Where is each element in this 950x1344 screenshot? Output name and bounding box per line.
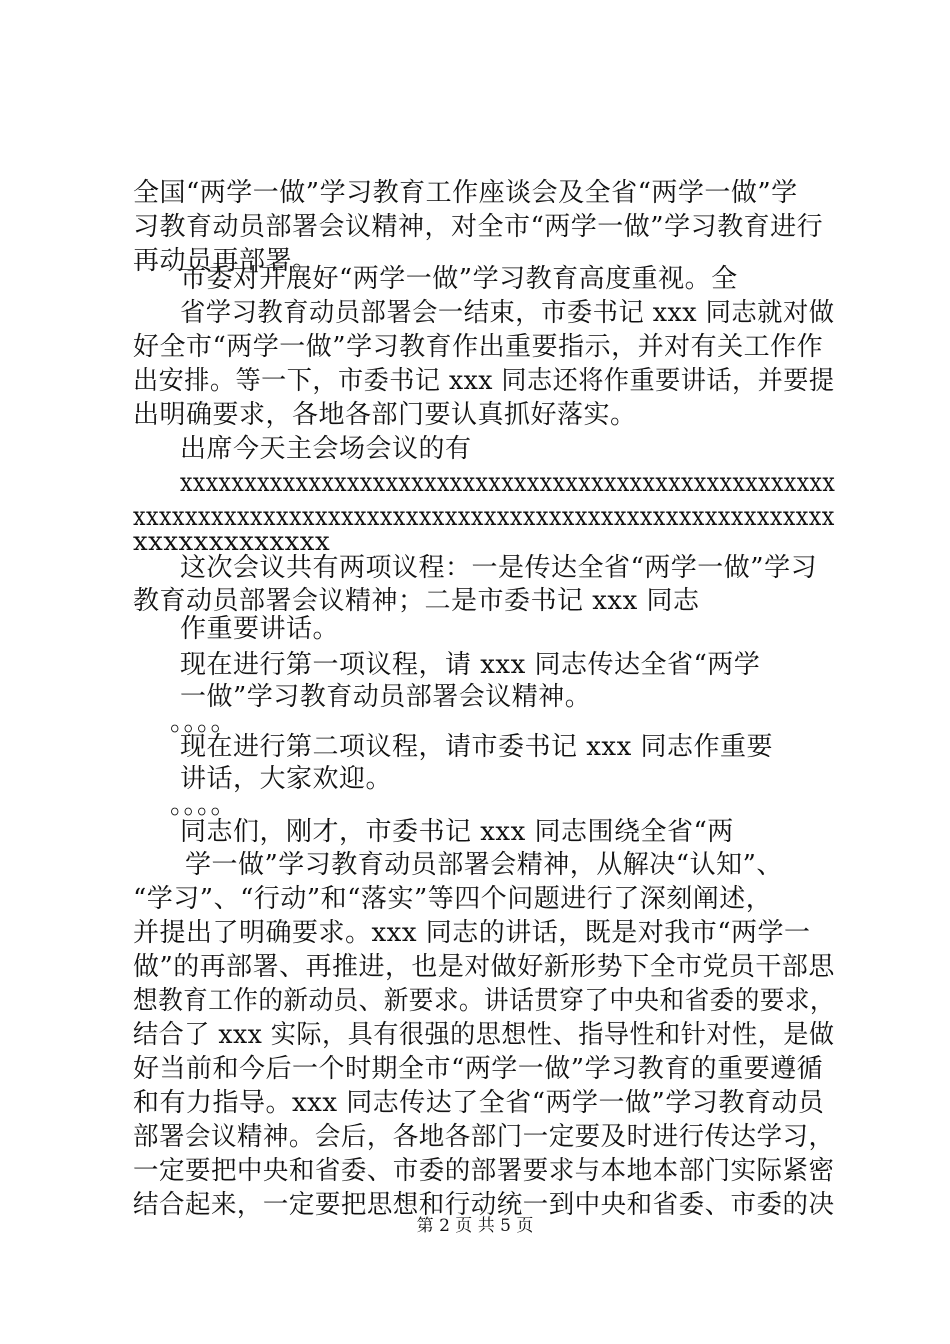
text-line: 全国“两学一做”学习教育工作座谈会及全省“两学一做”学 xyxy=(133,178,798,208)
text-line: 好当前和今后一个时期全市“两学一做”学习教育的重要遵循 xyxy=(133,1054,824,1084)
text-line: 和有力指导。xxx 同志传达了全省“两学一做”学习教育动员 xyxy=(133,1088,825,1118)
text-line: 并提出了明确要求。xxx 同志的讲话，既是对我市“两学一 xyxy=(133,918,811,948)
text-line: 同志们，刚才，市委书记 xxx 同志围绕全省“两 xyxy=(180,817,734,847)
text-line: 习教育动员部署会议精神，对全市“两学一做”学习教育进行 xyxy=(133,212,824,242)
text-line: “学习”、“行动”和“落实”等四个问题进行了深刻阐述， xyxy=(133,884,773,914)
text-line: 出明确要求，各地各部门要认真抓好落实。 xyxy=(133,400,637,430)
text-line: 省学习教育动员部署会一结束，市委书记 xxx 同志就对做 xyxy=(180,298,835,328)
text-line: 教育动员部署会议精神；二是市委书记 xxx 同志 xyxy=(133,586,700,616)
text-line: 出席今天主会场会议的有 xyxy=(180,434,472,464)
text-line: 这次会议共有两项议程：一是传达全省“两学一做”学习 xyxy=(180,553,818,583)
text-line: 出安排。等一下，市委书记 xxx 同志还将作重要讲话，并要提 xyxy=(133,366,835,396)
placeholder-line: xxxxxxxxxxxxxxxxxxxxxxxxxxxxxxxxxxxxxxxxxxxxxxxxxxx xyxy=(180,468,836,498)
text-line: 现在进行第一项议程，请 xxx 同志传达全省“两学 xyxy=(180,650,761,680)
ellipsis-line: 。。。。 xyxy=(170,790,238,820)
text-line: 再动员再部署。 xyxy=(133,246,319,276)
placeholder-line: xxxxxxxxxxxxx xyxy=(133,527,331,557)
ellipsis-line: 。。。。 xyxy=(170,707,238,737)
text-line: 作重要讲话。 xyxy=(180,614,340,644)
text-line: 一定要把中央和省委、市委的部署要求与本地本部门实际紧密 xyxy=(133,1156,835,1186)
text-line: 市委对开展好“两学一做”学习教育高度重视。全 xyxy=(180,264,738,294)
text-line: 现在进行第二项议程，请市委书记 xxx 同志作重要 xyxy=(180,732,774,762)
text-line: 做”的再部署、再推进，也是对做好新形势下全市党员干部思 xyxy=(133,952,835,982)
text-line: 讲话，大家欢迎。 xyxy=(180,764,393,794)
text-line: 结合了 xxx 实际，具有很强的思想性、指导性和针对性，是做 xyxy=(133,1020,835,1050)
text-line: 好全市“两学一做”学习教育作出重要指示，并对有关工作作 xyxy=(133,332,824,362)
placeholder-line: xxxxxxxxxxxxxxxxxxxxxxxxxxxxxxxxxxxxxxxxxxxxxxxxxxxxxx xyxy=(133,502,835,532)
text-line: 想教育工作的新动员、新要求。讲话贯穿了中央和省委的要求， xyxy=(133,986,836,1016)
text-line: 部署会议精神。会后，各地各部门一定要及时进行传达学习， xyxy=(133,1122,835,1152)
text-line: 结合起来，一定要把思想和行动统一到中央和省委、市委的决 xyxy=(133,1190,835,1220)
text-line: 一做”学习教育动员部署会议精神。 xyxy=(180,682,592,712)
text-line: 学一做”学习教育动员部署会精神，从解决“认知”、 xyxy=(185,850,783,880)
page-number-footer: 第 2 页 共 5 页 xyxy=(416,1216,534,1236)
